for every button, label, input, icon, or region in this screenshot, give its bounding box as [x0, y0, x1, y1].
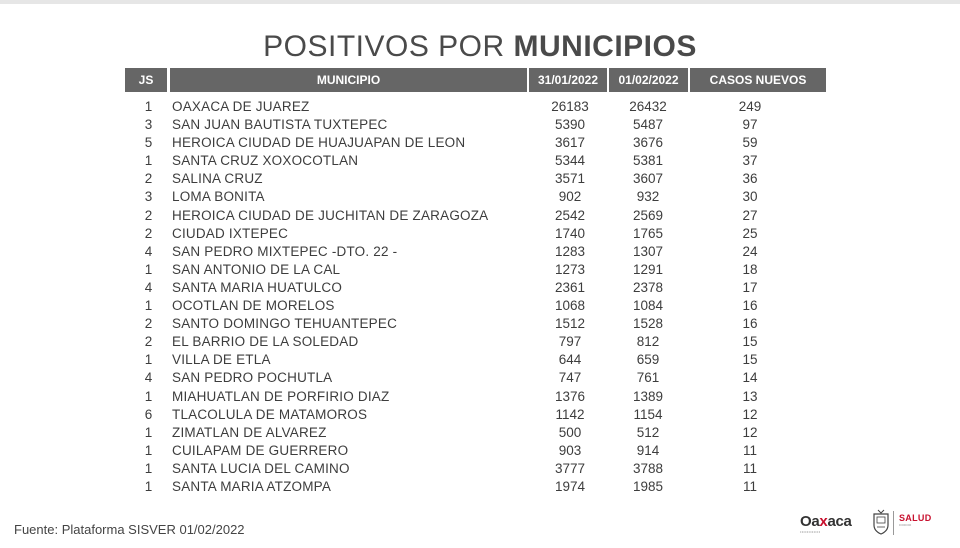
cell-js: 1	[144, 460, 153, 476]
cell-js: 2	[144, 316, 153, 332]
cell-municipio: CIUDAD IXTEPEC	[172, 225, 289, 241]
cell-municipio: OAXACA DE JUAREZ	[172, 99, 310, 114]
cell-municipio: MIAHUATLAN DE PORFIRIO DIAZ	[172, 388, 390, 404]
table-row	[125, 279, 813, 297]
cell-js: 6	[144, 406, 153, 422]
cell-municipio: CUILAPAM DE GUERRERO	[172, 442, 349, 458]
cell-date2: 914	[636, 442, 660, 458]
title-bold: MUNICIPIOS	[513, 30, 697, 63]
cell-js: 4	[144, 279, 153, 295]
table-row	[125, 406, 813, 424]
cell-date2: 659	[636, 352, 660, 368]
cell-js: 1	[144, 478, 153, 494]
cell-date1: 1740	[554, 225, 586, 241]
cell-municipio: TLACOLULA DE MATAMOROS	[172, 406, 368, 422]
table-row	[125, 369, 813, 387]
cell-date1: 903	[558, 442, 582, 458]
table-row	[125, 315, 813, 333]
cell-date1: 902	[558, 189, 582, 205]
title-regular: POSITIVOS POR	[263, 30, 514, 63]
table-row	[125, 351, 813, 369]
cell-date2: 3607	[632, 171, 664, 187]
table-row	[125, 424, 813, 442]
cell-js: 2	[144, 207, 153, 223]
cell-date1: 3777	[554, 460, 586, 476]
cell-municipio: HEROICA CIUDAD DE JUCHITAN DE ZARAGOZA	[172, 207, 489, 223]
table-body	[125, 98, 813, 496]
cell-js: 3	[144, 117, 153, 133]
cell-municipio: EL BARRIO DE LA SOLEDAD	[172, 334, 359, 350]
cell-date1: 5390	[554, 117, 586, 133]
cell-date1: 500	[558, 424, 582, 440]
header-casos-nuevos: CASOS NUEVOS	[690, 68, 826, 92]
table-row	[125, 388, 813, 406]
cell-date2: 1307	[632, 243, 664, 259]
cell-casos-nuevos: 11	[742, 478, 757, 494]
cell-municipio: SAN ANTONIO DE LA CAL	[172, 261, 341, 277]
cell-casos-nuevos: 12	[742, 424, 758, 440]
cell-date2: 932	[636, 189, 660, 205]
logo-divider	[893, 511, 894, 535]
cell-casos-nuevos: 11	[742, 460, 757, 476]
header-js: JS	[125, 68, 167, 92]
cell-municipio: OCOTLAN DE MORELOS	[172, 298, 335, 314]
cell-js: 3	[144, 189, 153, 205]
table-row	[125, 134, 813, 152]
header-date1: 31/01/2022	[529, 68, 607, 92]
table-row	[125, 98, 813, 116]
table-row	[125, 170, 813, 188]
cell-date1: 2542	[554, 207, 586, 223]
oaxaca-logo: Oaxaca ••••••••••••	[800, 513, 852, 534]
cell-date1: 5344	[554, 153, 586, 169]
cell-municipio: SANTA LUCIA DEL CAMINO	[172, 460, 350, 476]
table-row	[125, 460, 813, 478]
table-row	[125, 243, 813, 261]
cell-date1: 1376	[554, 388, 586, 404]
cell-date2: 26432	[629, 99, 667, 114]
cell-js: 4	[144, 370, 153, 386]
cell-casos-nuevos: 17	[742, 279, 758, 295]
cell-casos-nuevos: 25	[742, 225, 758, 241]
cell-municipio: HEROICA CIUDAD DE HUAJUAPAN DE LEON	[172, 135, 466, 151]
salud-text: SALUD	[899, 513, 932, 523]
cell-date2: 5381	[632, 153, 664, 169]
cell-date1: 1974	[554, 478, 586, 494]
cell-date2: 5487	[632, 117, 664, 133]
top-divider	[0, 0, 960, 4]
cell-municipio: SAN PEDRO MIXTEPEC -DTO. 22 -	[172, 243, 398, 259]
cell-date1: 747	[558, 370, 582, 386]
cell-casos-nuevos: 18	[742, 261, 758, 277]
cell-date1: 3571	[554, 171, 586, 187]
logo-text-x: x	[819, 513, 828, 530]
table-row	[125, 188, 813, 206]
cell-js: 2	[144, 171, 153, 187]
page-title	[0, 30, 960, 64]
logo-text-pre: Oa	[800, 513, 820, 530]
cell-date1: 26183	[551, 99, 589, 114]
cell-js: 1	[144, 424, 153, 440]
table-row	[125, 116, 813, 134]
cell-date1: 1283	[554, 243, 586, 259]
table-row	[125, 207, 813, 225]
cell-date1: 1273	[554, 261, 586, 277]
cell-date1: 797	[558, 334, 582, 350]
cell-js: 5	[144, 135, 153, 151]
cell-date2: 1765	[632, 225, 664, 241]
cell-municipio: SAN PEDRO POCHUTLA	[172, 370, 333, 386]
cell-municipio: SANTA CRUZ XOXOCOTLAN	[172, 153, 359, 169]
cell-js: 1	[144, 298, 153, 314]
table-row	[125, 333, 813, 351]
cell-municipio: SANTA MARIA HUATULCO	[172, 279, 343, 295]
cell-casos-nuevos: 249	[738, 99, 762, 114]
cell-date2: 812	[636, 334, 660, 350]
cell-date1: 1142	[555, 406, 585, 422]
cell-date2: 2378	[632, 279, 664, 295]
cell-casos-nuevos: 15	[742, 352, 758, 368]
cell-date2: 3676	[632, 135, 664, 151]
cell-municipio: VILLA DE ETLA	[172, 352, 271, 368]
cell-casos-nuevos: 16	[742, 298, 758, 314]
cell-js: 1	[144, 352, 153, 368]
cell-js: 1	[144, 153, 153, 169]
cell-date1: 1512	[554, 316, 586, 332]
source-footnote: Fuente: Plataforma SISVER 01/02/2022	[14, 522, 245, 537]
cell-date2: 1389	[632, 388, 664, 404]
header-date2: 01/02/2022	[609, 68, 688, 92]
cell-date2: 761	[636, 370, 660, 386]
cell-js: 4	[144, 243, 153, 259]
cell-date2: 1985	[632, 478, 664, 494]
cell-casos-nuevos: 59	[742, 135, 758, 151]
cell-casos-nuevos: 30	[742, 189, 758, 205]
municipios-table	[125, 98, 813, 496]
cell-date2: 1154	[633, 406, 663, 422]
cell-js: 2	[144, 334, 153, 350]
cell-casos-nuevos: 11	[742, 442, 757, 458]
cell-casos-nuevos: 97	[742, 117, 758, 133]
cell-js: 1	[144, 388, 153, 404]
table-row	[125, 442, 813, 460]
cell-municipio: SAN JUAN BAUTISTA TUXTEPEC	[172, 117, 388, 133]
cell-date2: 2569	[632, 207, 664, 223]
state-shield-icon	[872, 509, 890, 540]
cell-date1: 1068	[554, 298, 586, 314]
cell-date1: 644	[558, 352, 582, 368]
cell-js: 1	[144, 261, 153, 277]
table-row	[125, 225, 813, 243]
salud-logo: SALUD ••••••••••	[899, 513, 932, 527]
cell-date2: 1291	[632, 261, 664, 277]
cell-municipio: SANTA MARIA ATZOMPA	[172, 478, 332, 494]
table-row	[125, 297, 813, 315]
logo-text-post: aca	[827, 513, 852, 530]
cell-js: 1	[144, 99, 153, 114]
cell-municipio: SANTO DOMINGO TEHUANTEPEC	[172, 316, 398, 332]
cell-js: 1	[144, 442, 153, 458]
table-row	[125, 478, 813, 496]
cell-municipio: LOMA BONITA	[172, 189, 265, 205]
cell-date2: 512	[636, 424, 660, 440]
cell-date1: 2361	[554, 279, 586, 295]
cell-date2: 1528	[632, 316, 664, 332]
cell-municipio: SALINA CRUZ	[172, 171, 263, 187]
cell-js: 2	[144, 225, 153, 241]
cell-municipio: ZIMATLAN DE ALVAREZ	[172, 424, 327, 440]
header-municipio: MUNICIPIO	[170, 68, 527, 92]
cell-date2: 1084	[632, 298, 664, 314]
cell-casos-nuevos: 27	[742, 207, 758, 223]
cell-casos-nuevos: 12	[742, 406, 758, 422]
cell-casos-nuevos: 36	[742, 171, 758, 187]
cell-casos-nuevos: 16	[742, 316, 758, 332]
cell-casos-nuevos: 15	[742, 334, 758, 350]
cell-date1: 3617	[554, 135, 586, 151]
cell-casos-nuevos: 14	[742, 370, 758, 386]
cell-casos-nuevos: 37	[742, 153, 758, 169]
cell-date2: 3788	[632, 460, 664, 476]
cell-casos-nuevos: 13	[742, 388, 758, 404]
table-row	[125, 152, 813, 170]
cell-casos-nuevos: 24	[742, 243, 758, 259]
table-row	[125, 261, 813, 279]
